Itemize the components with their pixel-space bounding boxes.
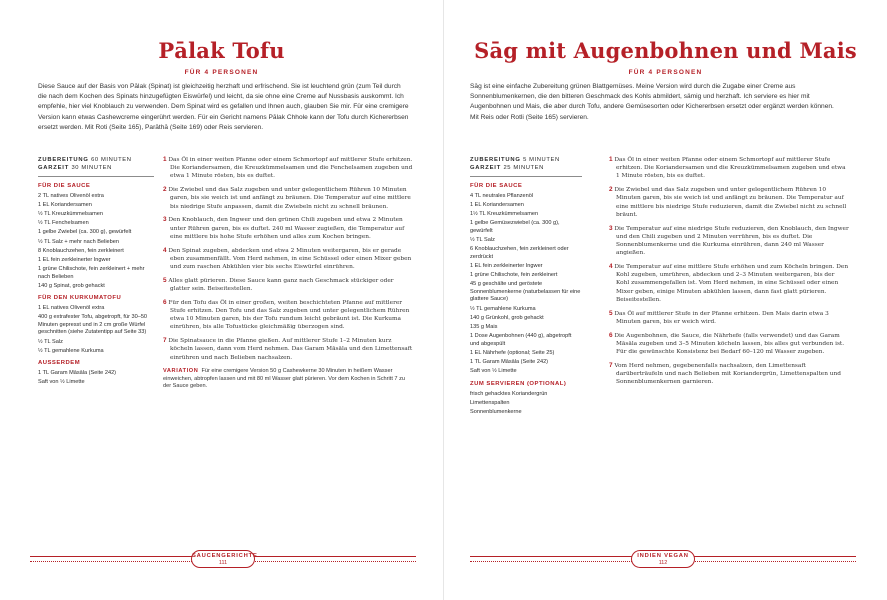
step-item bbox=[163, 247, 413, 272]
ingredient-item: 135 g Mais bbox=[470, 324, 498, 331]
ingredient-groups bbox=[470, 183, 582, 417]
ingredient-item: 140 g Spinat, grob gehackt bbox=[38, 282, 105, 289]
ingredient-item: 1 EL fein zerkleinerter Ingwer bbox=[470, 262, 543, 269]
ingredient-item: Limettenspalten bbox=[470, 399, 510, 406]
ingredient-item: 1 TL Garam Māsāla (Seite 242) bbox=[38, 370, 117, 376]
step-list bbox=[609, 156, 849, 386]
step-number: 7 bbox=[609, 361, 613, 369]
step-item bbox=[609, 156, 849, 181]
ingredient-item: ½ TL Salz bbox=[470, 236, 495, 243]
ingredient-item: 1 Dose Augenbohnen (440 g), abgetropft und abgespült bbox=[470, 333, 572, 347]
step-item bbox=[163, 299, 413, 332]
section-name: INDIEN VEGAN bbox=[637, 553, 689, 559]
servings: FÜR 4 PERSONEN bbox=[184, 69, 259, 76]
prep-time: ZUBEREITUNG 5 MINUTEN bbox=[470, 157, 560, 163]
ingredient-item: Saft von ½ Limette bbox=[470, 368, 517, 375]
step-text: Die Zwiebel und das Salz zugeben und unter gelegentlichem Rühren 10 Minuten garen, bis sie weich ist und anfängt zu bräunen. Die Temperatur auf eine mittlere bis niedrige Stufe anpassen, damit die Zwiebeln nicht zu schnell bräunen. bbox=[168, 187, 411, 210]
ingredients-column bbox=[38, 156, 154, 388]
recipe-intro: Sāg ist eine einfache Zubereitung grünen Blattgemüses. Meine Version wird durch die Zugabe einer Creme aus Sonnenblumenkernen, die den bitteren Geschmack des Kohls abmildert, sämig und herzhaft. Ich serviere es hier mit Augenbohnen und Mais, die aber durch Tofu, andere Gemüsesorten oder Kichererbsen ersetzt oder ergänzt werden können. Mit Reis oder Rotli (Seite 165) servieren. bbox=[470, 83, 834, 121]
ingredient-item: 1 gelbe Gemüsezwiebel (ca. 300 g), gewürfelt bbox=[470, 220, 560, 234]
step-item bbox=[609, 263, 849, 304]
cook-time: GARZEIT 30 MINUTEN bbox=[38, 165, 112, 171]
recipe-title: Sāg mit Augenbohnen und Mais bbox=[474, 38, 857, 63]
ingredient-item: 1 grüne Chilischote, fein zerkleinert bbox=[470, 272, 558, 279]
prep-time: ZUBEREITUNG 60 MINUTEN bbox=[38, 157, 132, 163]
ingredient-group-heading: AUSSERDEM bbox=[38, 360, 81, 367]
page-footer bbox=[470, 552, 856, 572]
ingredient-item: ½ TL gemahlene Kurkuma bbox=[470, 305, 536, 312]
recipe-title: Pālak Tofu bbox=[158, 38, 285, 63]
ingredient-item: 1 EL natives Olivenöl extra bbox=[38, 305, 105, 312]
ingredient-group-heading: ZUM SERVIEREN (OPTIONAL) bbox=[470, 380, 567, 387]
right-page bbox=[444, 0, 887, 600]
step-number: 6 bbox=[163, 298, 167, 306]
ingredient-group-heading: FÜR DIE SAUCE bbox=[38, 183, 91, 189]
step-item bbox=[609, 186, 849, 219]
steps-column bbox=[163, 156, 413, 391]
step-text: Das Öl auf mittlerer Stufe in der Pfanne erhitzen. Den Mais darin etwa 3 Minuten garen, bis er weich wird. bbox=[614, 310, 829, 325]
step-text: Die Temperatur auf eine niedrige Stufe reduzieren, den Knoblauch, den Ingwer und den Chili zugeben und 2 Minuten verrühren, bis es duftet. Die Sonnenblumenkerne und die Kurkuma einrühren, dann 240 ml Wasser angießen. bbox=[614, 225, 849, 257]
ingredient-item: 8 Knoblauchzehen, fein zerkleinert bbox=[38, 247, 124, 254]
step-item bbox=[609, 362, 849, 387]
step-text: Vom Herd nehmen, gegebenenfalls nachsalzen, den Limettensaft darüberträufeln und nach Belieben mit Koriandergrün, Limettenspalten und Sonnenblumenkernen garnieren. bbox=[614, 362, 841, 386]
step-item bbox=[163, 337, 413, 362]
step-number: 4 bbox=[609, 263, 613, 271]
ingredient-item: ½ TL Salz bbox=[38, 338, 63, 345]
step-text: Die Spinatsauce in die Pfanne gießen. Auf mittlerer Stufe 1–2 Minuten kurz köcheln lassen, dann vom Herd nehmen. Das Garam Māsāla und den Limettensaft einrühren und nach Belieben nachsalzen. bbox=[168, 338, 413, 361]
ingredients-column bbox=[470, 156, 582, 418]
ingredient-item: 1 TL Garam Māsāla (Seite 242) bbox=[470, 359, 549, 366]
steps-column bbox=[609, 156, 849, 392]
step-item bbox=[163, 216, 413, 241]
ingredient-item: 400 g extrafester Tofu, abgetropft, für 30–50 Minuten gepresst und in 2 cm große Würfel geschnitten (siehe Zutatentipp auf Seite 33) bbox=[38, 314, 148, 336]
ingredient-item: frisch gehacktes Koriandergrün bbox=[470, 390, 548, 397]
ingredient-item: Saft von ½ Limette bbox=[38, 379, 85, 386]
ingredient-item: 1 gelbe Zwiebel (ca. 300 g), gewürfelt bbox=[38, 229, 132, 236]
ingredient-groups bbox=[38, 183, 154, 387]
left-page bbox=[0, 0, 443, 600]
page-number: 112 bbox=[658, 560, 668, 566]
ingredient-group-heading: FÜR DEN KURKUMATOFU bbox=[38, 295, 122, 302]
variation-text: Für eine cremigere Version 50 g Cashewkerne 30 Minuten in heißem Wasser einweichen, abtropfen lassen und mit 80 ml Wasser glatt pürieren. Vor dem Kochen in Schritt 7 zu der Sauce geben. bbox=[163, 367, 406, 390]
step-number: 2 bbox=[609, 186, 613, 194]
step-item bbox=[163, 277, 413, 293]
step-item bbox=[163, 156, 413, 181]
ingredient-item: ½ TL Kreuzkümmelsamen bbox=[38, 210, 103, 217]
step-list bbox=[163, 156, 413, 362]
step-text: Den Spinat zugeben, abdecken und etwa 2 Minuten weitergaren, bis er gerade eben zusammenfällt. Vom Herd nehmen, in eine Schüssel oder einen Mixer geben und zum raschen Abkühlen vier bis sechs Eiswürfel einrühren. bbox=[168, 247, 412, 271]
servings: FÜR 4 PERSONEN bbox=[628, 69, 703, 76]
ingredient-item: Sonnenblumenkerne bbox=[470, 408, 522, 415]
step-number: 5 bbox=[163, 276, 167, 284]
ingredient-item: 1 EL Nährhefe (optional; Seite 25) bbox=[470, 350, 555, 356]
step-text: Den Knoblauch, den Ingwer und den grünen Chili zugeben und etwa 2 Minuten unter Rühren garen, bis es duftet. 240 ml Wasser zugießen, die Temperatur auf eine mittlere bis hohe Stufe erhöhen und alles zum Kochen bringen. bbox=[168, 217, 405, 240]
step-text: Die Temperatur auf eine mittlere Stufe erhöhen und zum Köcheln bringen. Den Kohl zugeben, umrühren, abdecken und 2–3 Minuten weitergaren, bis der Kohl zusammengefallen ist. Vom Herd nehmen, in eine Schüssel oder einen Mixer geben, einige Minuten abkühlen lassen, dann fast glatt pürieren. Beiseitestellen. bbox=[614, 264, 849, 303]
step-number: 3 bbox=[163, 216, 167, 224]
ingredient-group-heading: FÜR DIE SAUCE bbox=[470, 183, 523, 189]
recipe-intro: Diese Sauce auf der Basis von Pālak (Spinat) ist gleichzeitig herzhaft und erfrischend. Sie ist leuchtend grün (zum Teil durch die nach dem Kochen des Spinats hinzugefügten Eiswürfel) und leicht, da sie ohne eine Creme auf Nussbasis auskommt. Ich empfehle, hier viel Knoblauch zu verwenden. Dem Spinat wird es gefallen und Ihnen auch, glauben Sie mir. Für eine cremigere Version kann etwas Cashewcreme eingerührt werden. Für ein Gericht namens Pālak Chhole kann der Tofu durch Kichererbsen ersetzt werden. Mit Roti (Seite 165), Parāthā (Seite 169) oder Reis servieren. bbox=[38, 83, 409, 131]
page-footer bbox=[30, 552, 416, 572]
ingredient-item: 1 grüne Chilischote, fein zerkleinert + mehr nach Belieben bbox=[38, 266, 145, 280]
ingredient-item: ½ TL gemahlene Kurkuma bbox=[38, 347, 104, 354]
ingredient-item: 2 TL natives Olivenöl extra bbox=[38, 192, 104, 199]
step-item bbox=[609, 332, 849, 357]
page-number: 111 bbox=[218, 560, 228, 566]
footer-badge bbox=[191, 550, 258, 568]
step-number: 6 bbox=[609, 331, 613, 339]
step-text: Für den Tofu das Öl in einer großen, weiten beschichteten Pfanne auf mittlerer Stufe erhitzen. Den Tofu und das Salz zugeben und unter gelegentlichem Rühren etwa 10 Minuten garen, bis der Tofu rundum leicht gebräunt ist. Die Kurkuma einrühren, bis alle Tofustücke gleichmäßig überzogen sind. bbox=[168, 299, 410, 331]
ingredient-item: 4 TL neutrales Pflanzenöl bbox=[470, 192, 534, 199]
divider bbox=[470, 176, 582, 177]
cook-time: GARZEIT 25 MINUTEN bbox=[470, 165, 544, 171]
ingredient-item: 45 g geschälte und geröstete Sonnenblumenkerne (naturbelassen für eine glattere Sauce) bbox=[470, 281, 581, 303]
step-number: 5 bbox=[609, 309, 613, 317]
step-number: 1 bbox=[163, 156, 167, 163]
section-name: SAUCENGERICHTE bbox=[192, 553, 258, 559]
variation-label: VARIATION bbox=[163, 367, 199, 374]
step-text: Die Zwiebel und das Salz zugeben und unter gelegentlichem Rühren 10 Minuten garen, bis sie weich ist und anfängt zu bräunen. Die Temperatur auf eine mittlere bis niedrige Stufe reduzieren, damit die Zwiebel nicht zu schnell bräunt. bbox=[614, 187, 847, 218]
divider bbox=[38, 176, 154, 177]
step-number: 4 bbox=[163, 246, 167, 254]
ingredient-item: 6 Knoblauchzehen, fein zerkleinert oder zerdrückt bbox=[470, 246, 569, 260]
step-text: Die Augenbohnen, die Sauce, die Nährhefe (falls verwendet) und das Garam Māsāla zugeben und 3–5 Minuten köcheln lassen, bis alles gut verbunden ist. Für die gewünschte Konsistenz bei Bedarf 60–120 ml Wasser zugeben. bbox=[614, 332, 845, 356]
ingredient-item: 1½ TL Kreuzkümmelsamen bbox=[470, 210, 539, 217]
step-text: Alles glatt pürieren. Diese Sauce kann ganz nach Geschmack stückiger oder glatter sein. Beiseitestellen. bbox=[168, 277, 394, 293]
step-text: Das Öl in einer weiten Pfanne oder einem Schmortopf auf mittlerer Stufe erhitzen. Die Koriandersamen, die Kreuzkümmelsamen und die Fenchelsamen zugeben und etwa 1 Minute rösten, bis es duftet. bbox=[168, 157, 413, 180]
step-text: Das Öl in einer weiten Pfanne oder einem Schmortopf auf mittlerer Stufe erhitzen. Die Koriandersamen und die Kreuzkümmelsamen zugeben und etwa 1 Minute rösten, bis es duftet. bbox=[614, 157, 846, 180]
step-number: 7 bbox=[163, 337, 167, 345]
step-number: 2 bbox=[163, 186, 167, 194]
ingredient-item: 140 g Grünkohl, grob gehackt bbox=[470, 314, 544, 321]
ingredient-item: ½ TL Salz + mehr nach Belieben bbox=[38, 238, 120, 245]
step-item bbox=[609, 225, 849, 258]
step-number: 1 bbox=[609, 156, 613, 163]
step-item bbox=[163, 186, 413, 211]
ingredient-item: 1 EL Koriandersamen bbox=[38, 201, 92, 208]
step-number: 3 bbox=[609, 224, 613, 232]
ingredient-item: ½ TL Fenchelsamen bbox=[38, 220, 89, 227]
variation-note bbox=[163, 368, 413, 391]
ingredient-item: 1 EL fein zerkleinerter Ingwer bbox=[38, 256, 111, 263]
footer-badge bbox=[631, 550, 695, 568]
ingredient-item: 1 EL Koriandersamen bbox=[470, 201, 524, 208]
step-item bbox=[609, 310, 849, 326]
